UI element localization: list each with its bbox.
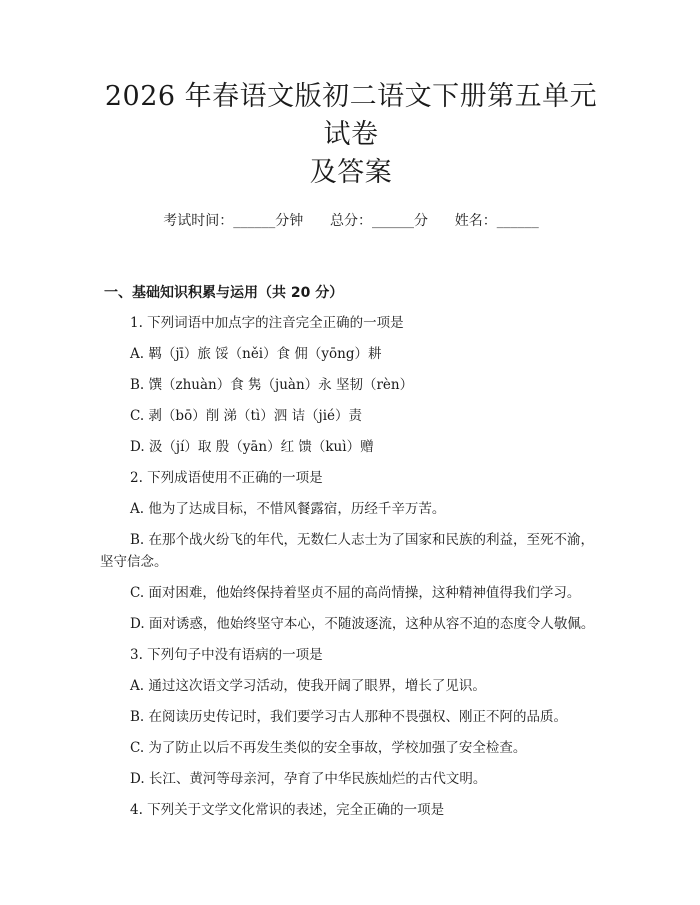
question-1-option-a: A. 羁（jī）旅 馁（něi）食 佣（yōng）耕 (130, 346, 382, 362)
question-2-option-d: D. 面对诱惑，他始终坚守本心，不随波逐流，这种从容不迫的态度令人敬佩。 (130, 616, 595, 632)
question-2-option-c: C. 面对困难，他始终保持着坚贞不屈的高尚情操，这种精神值得我们学习。 (130, 585, 581, 601)
question-1-option-c: C. 剥（bō）削 涕（tì）泗 诘（jié）责 (130, 408, 363, 424)
question-3-option-d: D. 长江、黄河等母亲河，孕育了中华民族灿烂的古代文明。 (130, 771, 487, 787)
question-1-option-d: D. 汲（jí）取 殷（yān）红 馈（kuì）赠 (130, 439, 374, 455)
question-3: 3. 下列句子中没有语病的一项是 (130, 647, 323, 663)
section-heading: 一、基础知识积累与运用（共 20 分） (104, 285, 344, 301)
question-1: 1. 下列词语中加点字的注音完全正确的一项是 (130, 315, 404, 331)
question-2: 2. 下列成语使用不正确的一项是 (130, 470, 323, 486)
exam-title-line-1: 2026 年春语文版初二语文下册第五单元试卷 (104, 81, 598, 150)
question-list (100, 312, 602, 821)
question-3-option-b: B. 在阅读历史传记时，我们要学习古人那种不畏强权、刚正不阿的品质。 (130, 709, 568, 725)
question-3-option-c: C. 为了防止以后不再发生类似的安全事故，学校加强了安全检查。 (130, 740, 527, 756)
exam-info-line: 考试时间：______分钟 总分：______分 姓名：______ (163, 213, 539, 229)
question-2-option-b: B. 在那个战火纷飞的年代，无数仁人志士为了国家和民族的利益，至死不渝，坚守信念。 (100, 532, 595, 570)
exam-title (100, 78, 602, 192)
exam-title-line-2: 及答案 (309, 157, 393, 188)
question-2-option-a: A. 他为了达成目标，不惜风餐露宿，历经千辛万苦。 (130, 501, 446, 517)
question-1-option-b: B. 馔（zhuàn）食 隽（juàn）永 坚韧（rèn） (130, 377, 414, 393)
question-4: 4. 下列关于文学文化常识的表述，完全正确的一项是 (130, 802, 445, 818)
question-3-option-a: A. 通过这次语文学习活动，使我开阔了眼界，增长了见识。 (130, 678, 486, 694)
